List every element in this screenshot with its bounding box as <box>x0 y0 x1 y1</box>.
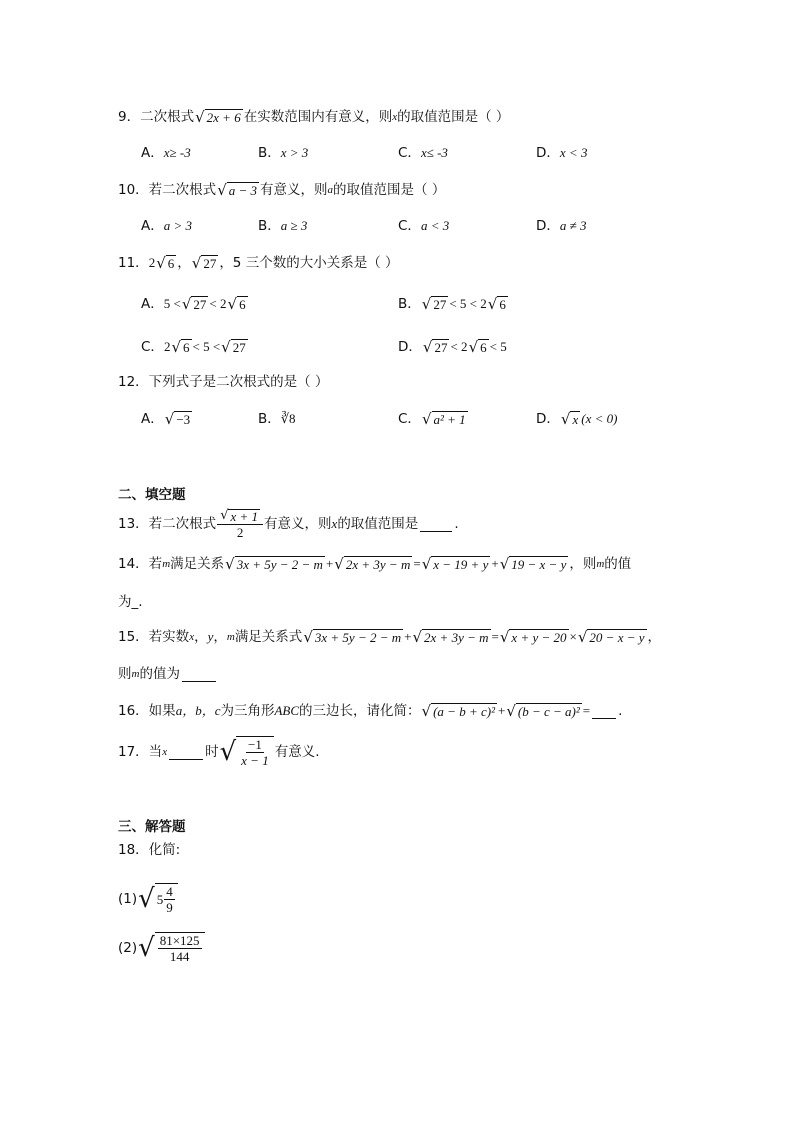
sqrt-expr: √ 2x + 6 <box>195 107 241 126</box>
option-c[interactable]: C． √ a² + 1 <box>398 409 466 428</box>
question-14-cont: 为_. <box>118 594 143 610</box>
question-14: 14．若 m 满足关系 √ 3x + 5y − 2 − m + √ 2x + 3y − m = √ x − 19 + y + √ 19 − x − y ，则 m 的值 <box>118 554 632 573</box>
option-c[interactable]: C． a < 3 <box>398 218 450 234</box>
option-b[interactable]: B． a ≥ 3 <box>258 218 308 234</box>
answer-blank[interactable] <box>420 517 452 532</box>
option-a[interactable]: A． √ −3 <box>141 409 191 428</box>
option-a[interactable]: A． a > 3 <box>141 218 193 234</box>
question-15: 15．若实数 x ， y ， m 满足关系式 √ 3x + 5y − 2 − m + √ 2x + 3y − m = √ x + y − 20 × √ 20 − x − y ， <box>118 627 662 646</box>
question-12: 12．下列式子是二次根式的是（ ） <box>118 374 329 390</box>
question-17: 17．当 x 时 √ $\frac{-1}{x - 1}$ 有意义. <box>118 737 320 768</box>
question-18-part-2: (2) √ $\frac{81\times 125}{144}$ <box>118 930 206 966</box>
section-heading-fill-blank: 二、填空题 <box>118 487 186 503</box>
option-b[interactable]: B． √ 27 < 5 < 2 √ 6 <box>398 294 506 313</box>
option-a[interactable]: A． 5 < √ 27 < 2 √ 6 <box>141 294 246 313</box>
option-d[interactable]: D． √ x (x < 0) <box>536 409 618 428</box>
option-b[interactable]: B． ∛8 <box>258 411 296 427</box>
section-heading-solve: 三、解答题 <box>118 819 186 835</box>
option-c[interactable]: C． x≤ -3 <box>398 145 448 161</box>
question-9: 9．二次根式 √ 2x + 6 在实数范围内有意义，则 x 的取值范围是（ ） <box>118 107 510 126</box>
option-c[interactable]: C． 2 √ 6 < 5 < √ 27 <box>141 337 246 356</box>
answer-blank[interactable] <box>182 667 216 682</box>
question-18: 18．化简: <box>118 842 181 858</box>
q9-stem: 9．二次根式 <box>118 109 195 125</box>
option-d[interactable]: D． x < 3 <box>536 145 588 161</box>
question-11: 11． 2 √ 6 ， √ 27 ，5 三个数的大小关系是（ ） <box>118 253 399 272</box>
option-a[interactable]: A． x≥ -3 <box>141 145 191 161</box>
option-d[interactable]: D． a ≠ 3 <box>536 218 587 234</box>
question-18-part-1: (1) √ 5 $\frac{4}{9}$ <box>118 881 179 917</box>
option-d[interactable]: D． √ 27 < 2 √ 6 < 5 <box>398 337 507 356</box>
option-b[interactable]: B． x > 3 <box>258 145 309 161</box>
question-16: 16．如果 a，b，c 为三角形 ABC 的三边长，请化简： √ (a − b + c)² + √ (b − c − a)² = . <box>118 701 623 720</box>
fraction: √ x + 1 2 <box>217 508 263 540</box>
sqrt-expr: √ a − 3 <box>217 180 258 199</box>
answer-blank[interactable] <box>169 745 203 760</box>
question-15-cont: 则 m 的值为 <box>118 664 218 684</box>
question-10: 10．若二次根式 √ a − 3 有意义，则 a 的取值范围是（ ） <box>118 180 446 199</box>
question-13: 13．若二次根式 √ x + 1 2 有意义，则 x 的取值范围是 . <box>118 508 459 540</box>
answer-blank[interactable] <box>592 704 616 719</box>
